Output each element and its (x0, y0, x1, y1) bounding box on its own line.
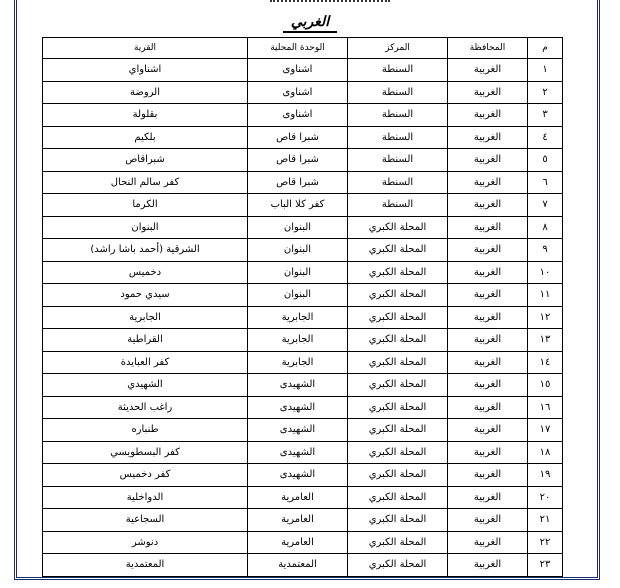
cell-village: القراطية (43, 329, 248, 352)
cell-local-unit: شبرا قاص (248, 149, 348, 172)
header-governorate: المحافظة (448, 38, 528, 59)
cell-center: المحلة الكبري (348, 261, 448, 284)
cell-governorate: الغربية (448, 419, 528, 442)
cell-center: المحلة الكبري (348, 351, 448, 374)
cell-governorate: الغربية (448, 284, 528, 307)
cell-center: المحلة الكبري (348, 396, 448, 419)
cell-governorate: الغربية (448, 171, 528, 194)
cell-local-unit: العامرية (248, 531, 348, 554)
cell-village: راغب الحديثة (43, 396, 248, 419)
table-row (43, 261, 563, 284)
cell-number: ٣ (528, 104, 563, 127)
cell-number: ٤ (528, 126, 563, 149)
cell-village: طنباره (43, 419, 248, 442)
cell-village: الشهيدي (43, 374, 248, 397)
cell-governorate: الغربية (448, 396, 528, 419)
cell-number: ٨ (528, 216, 563, 239)
table-row (43, 419, 563, 442)
cell-village: الكرما (43, 194, 248, 217)
cell-center: المحلة الكبري (348, 329, 448, 352)
cell-local-unit: شبرا قاص (248, 126, 348, 149)
cell-local-unit: الشهيدى (248, 396, 348, 419)
cell-center: المحلة الكبري (348, 464, 448, 487)
cell-center: السنطة (348, 194, 448, 217)
cell-village: كفر سالم النحال (43, 171, 248, 194)
cell-village: الدواخلية (43, 486, 248, 509)
cell-local-unit: البنوان (248, 261, 348, 284)
cell-number: ١ (528, 59, 563, 82)
cell-number: ١٤ (528, 351, 563, 374)
cell-number: ٢١ (528, 509, 563, 532)
cell-governorate: الغربية (448, 509, 528, 532)
cell-governorate: الغربية (448, 464, 528, 487)
table-row (43, 464, 563, 487)
cell-governorate: الغربية (448, 239, 528, 262)
table-row (43, 441, 563, 464)
cell-local-unit: شبرا قاص (248, 171, 348, 194)
cell-center: المحلة الكبري (348, 284, 448, 307)
cell-governorate: الغربية (448, 194, 528, 217)
cell-local-unit: كفر كلا الباب (248, 194, 348, 217)
cell-governorate: الغربية (448, 59, 528, 82)
cell-governorate: الغربية (448, 81, 528, 104)
cell-village: الشرقية (أحمد باشا راشد) (43, 239, 248, 262)
cell-center: المحلة الكبري (348, 306, 448, 329)
cell-governorate: الغربية (448, 351, 528, 374)
cell-center: المحلة الكبري (348, 509, 448, 532)
cell-governorate: الغربية (448, 216, 528, 239)
cell-village: كفر البسطويسي (43, 441, 248, 464)
table-body (43, 59, 563, 577)
cell-village: سيدي حمود (43, 284, 248, 307)
cell-center: المحلة الكبري (348, 441, 448, 464)
table-row (43, 554, 563, 577)
table-row (43, 59, 563, 82)
cell-local-unit: اشناوى (248, 59, 348, 82)
cell-number: ٦ (528, 171, 563, 194)
section-title (0, 14, 620, 33)
cell-governorate: الغربية (448, 531, 528, 554)
cell-center: المحلة الكبري (348, 216, 448, 239)
cell-governorate: الغربية (448, 149, 528, 172)
cell-number: ٥ (528, 149, 563, 172)
table-row (43, 284, 563, 307)
cell-center: المحلة الكبري (348, 374, 448, 397)
cell-number: ١٢ (528, 306, 563, 329)
table-row (43, 149, 563, 172)
cell-local-unit: الشهيدى (248, 441, 348, 464)
header-center: المركز (348, 38, 448, 59)
cell-center: السنطة (348, 171, 448, 194)
cell-village: دخميس (43, 261, 248, 284)
cell-number: ٢٢ (528, 531, 563, 554)
section-title-text: الغربي (283, 14, 337, 33)
cell-governorate: الغربية (448, 104, 528, 127)
cell-village: بقلولة (43, 104, 248, 127)
cell-center: السنطة (348, 104, 448, 127)
cell-governorate: الغربية (448, 329, 528, 352)
cell-center: السنطة (348, 149, 448, 172)
table-row (43, 531, 563, 554)
cell-village: دنوشر (43, 531, 248, 554)
cell-number: ١٩ (528, 464, 563, 487)
cell-local-unit: اشناوى (248, 104, 348, 127)
cell-village: شبراقاص (43, 149, 248, 172)
cell-local-unit: البنوان (248, 284, 348, 307)
table-row (43, 351, 563, 374)
cell-center: المحلة الكبري (348, 486, 448, 509)
table-row (43, 104, 563, 127)
cell-number: ١٧ (528, 419, 563, 442)
cell-local-unit: الشهيدى (248, 464, 348, 487)
cell-number: ٧ (528, 194, 563, 217)
cell-number: ١٠ (528, 261, 563, 284)
cell-center: المحلة الكبري (348, 239, 448, 262)
cell-governorate: الغربية (448, 441, 528, 464)
cell-local-unit: الشهيدى (248, 419, 348, 442)
cell-local-unit: الشهيدى (248, 374, 348, 397)
cell-governorate: الغربية (448, 126, 528, 149)
cell-local-unit: الجابرية (248, 351, 348, 374)
cell-village: السجاعية (43, 509, 248, 532)
table-row (43, 486, 563, 509)
cell-center: السنطة (348, 81, 448, 104)
cell-center: المحلة الكبري (348, 419, 448, 442)
cropped-header-text (270, 0, 390, 6)
table-row (43, 239, 563, 262)
cell-village: كفر العبايدة (43, 351, 248, 374)
table-row (43, 374, 563, 397)
cell-village: كفر دخميس (43, 464, 248, 487)
table-row (43, 396, 563, 419)
villages-table (42, 37, 563, 577)
table-row (43, 81, 563, 104)
cell-local-unit: العامرية (248, 486, 348, 509)
cell-local-unit: الجابرية (248, 306, 348, 329)
table-row (43, 329, 563, 352)
cell-number: ١٣ (528, 329, 563, 352)
cell-governorate: الغربية (448, 554, 528, 577)
cell-center: المحلة الكبري (348, 554, 448, 577)
cell-number: ٩ (528, 239, 563, 262)
cell-number: ١٦ (528, 396, 563, 419)
table-row (43, 216, 563, 239)
table-header-row (43, 38, 563, 59)
cell-center: السنطة (348, 59, 448, 82)
cell-local-unit: البنوان (248, 216, 348, 239)
cell-number: ١٥ (528, 374, 563, 397)
table-row (43, 306, 563, 329)
table-row (43, 171, 563, 194)
header-number: م (528, 38, 563, 59)
header-local-unit: الوحدة المحلية (248, 38, 348, 59)
cell-center: السنطة (348, 126, 448, 149)
cell-village: بلكيم (43, 126, 248, 149)
cell-village: البنوان (43, 216, 248, 239)
cell-village: الروضة (43, 81, 248, 104)
cell-village: المعتمدية (43, 554, 248, 577)
cell-local-unit: العامرية (248, 509, 348, 532)
header-village: القرية (43, 38, 248, 59)
table-row (43, 194, 563, 217)
cell-center: المحلة الكبري (348, 531, 448, 554)
cell-number: ١١ (528, 284, 563, 307)
cell-number: ٢٣ (528, 554, 563, 577)
cell-number: ٢٠ (528, 486, 563, 509)
cell-number: ٢ (528, 81, 563, 104)
cell-governorate: الغربية (448, 374, 528, 397)
cell-local-unit: البنوان (248, 239, 348, 262)
table-row (43, 509, 563, 532)
cell-local-unit: المعتمدية (248, 554, 348, 577)
cell-governorate: الغربية (448, 486, 528, 509)
cell-governorate: الغربية (448, 306, 528, 329)
table-row (43, 126, 563, 149)
cell-local-unit: اشناوى (248, 81, 348, 104)
cell-local-unit: الجابرية (248, 329, 348, 352)
cell-governorate: الغربية (448, 261, 528, 284)
cell-village: الجابرية (43, 306, 248, 329)
cell-number: ١٨ (528, 441, 563, 464)
cell-village: اشناواي (43, 59, 248, 82)
